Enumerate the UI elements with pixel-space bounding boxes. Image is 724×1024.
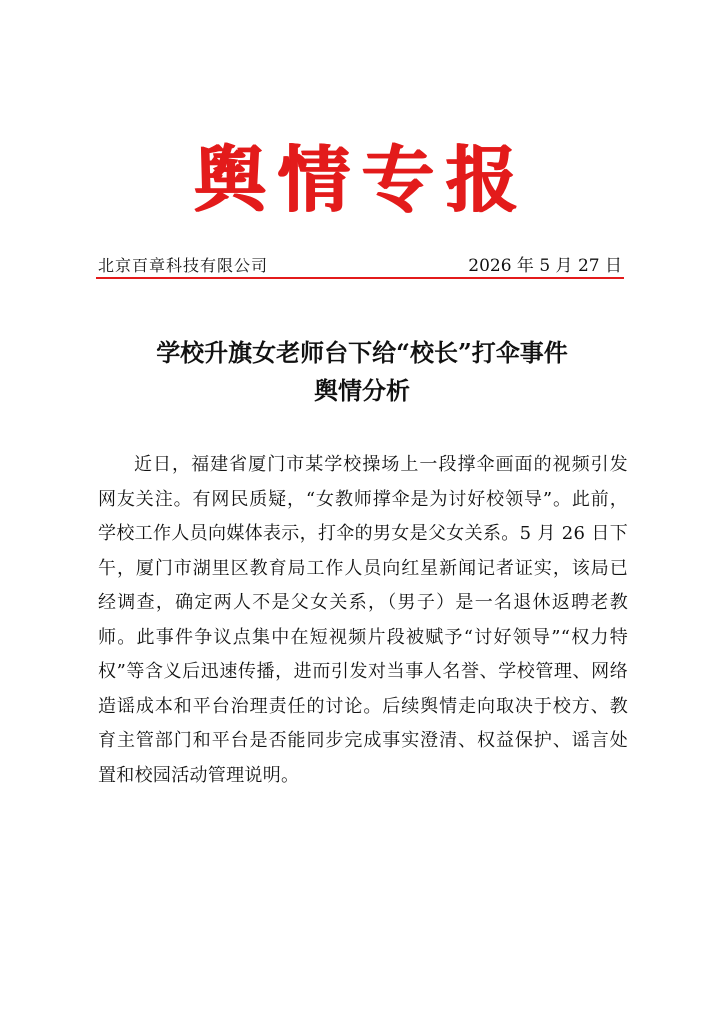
report-date: 2026 年 5 月 27 日	[468, 256, 622, 276]
article-title	[0, 334, 724, 410]
article-body: 近日，福建省厦门市某学校操场上一段撑伞画面的视频引发网友关注。有网民质疑，“女教师撑伞是为讨好校领导”。此前，学校工作人员向媒体表示，打伞的男女是父女关系。5 月 26 日下午，厦门市湖里区教育局工作人员向红星新闻记者证实，该局已经调查，确定两人不是父女关系，（男子）是一名退休返聘老教师。此事件争议点集中在短视频片段被赋予“讨好领导”“权力特权”等含义后迅速传播，进而引发对当事人名誉、学校管理、网络造谣成本和平台治理责任的讨论。后续舆情走向取决于校方、教育主管部门和平台是否能同步完成事实澄清、权益保护、谣言处置和校园活动管理说明。	[98, 454, 628, 786]
article-title-line1: 学校升旗女老师台下给“校长”打伞事件	[156, 338, 568, 367]
article-title-line2: 舆情分析	[314, 376, 410, 405]
masthead-title: 舆情专报	[193, 137, 530, 222]
company-name: 北京百章科技有限公司	[98, 256, 269, 275]
header-divider	[96, 277, 624, 279]
header-meta-row	[98, 254, 626, 278]
